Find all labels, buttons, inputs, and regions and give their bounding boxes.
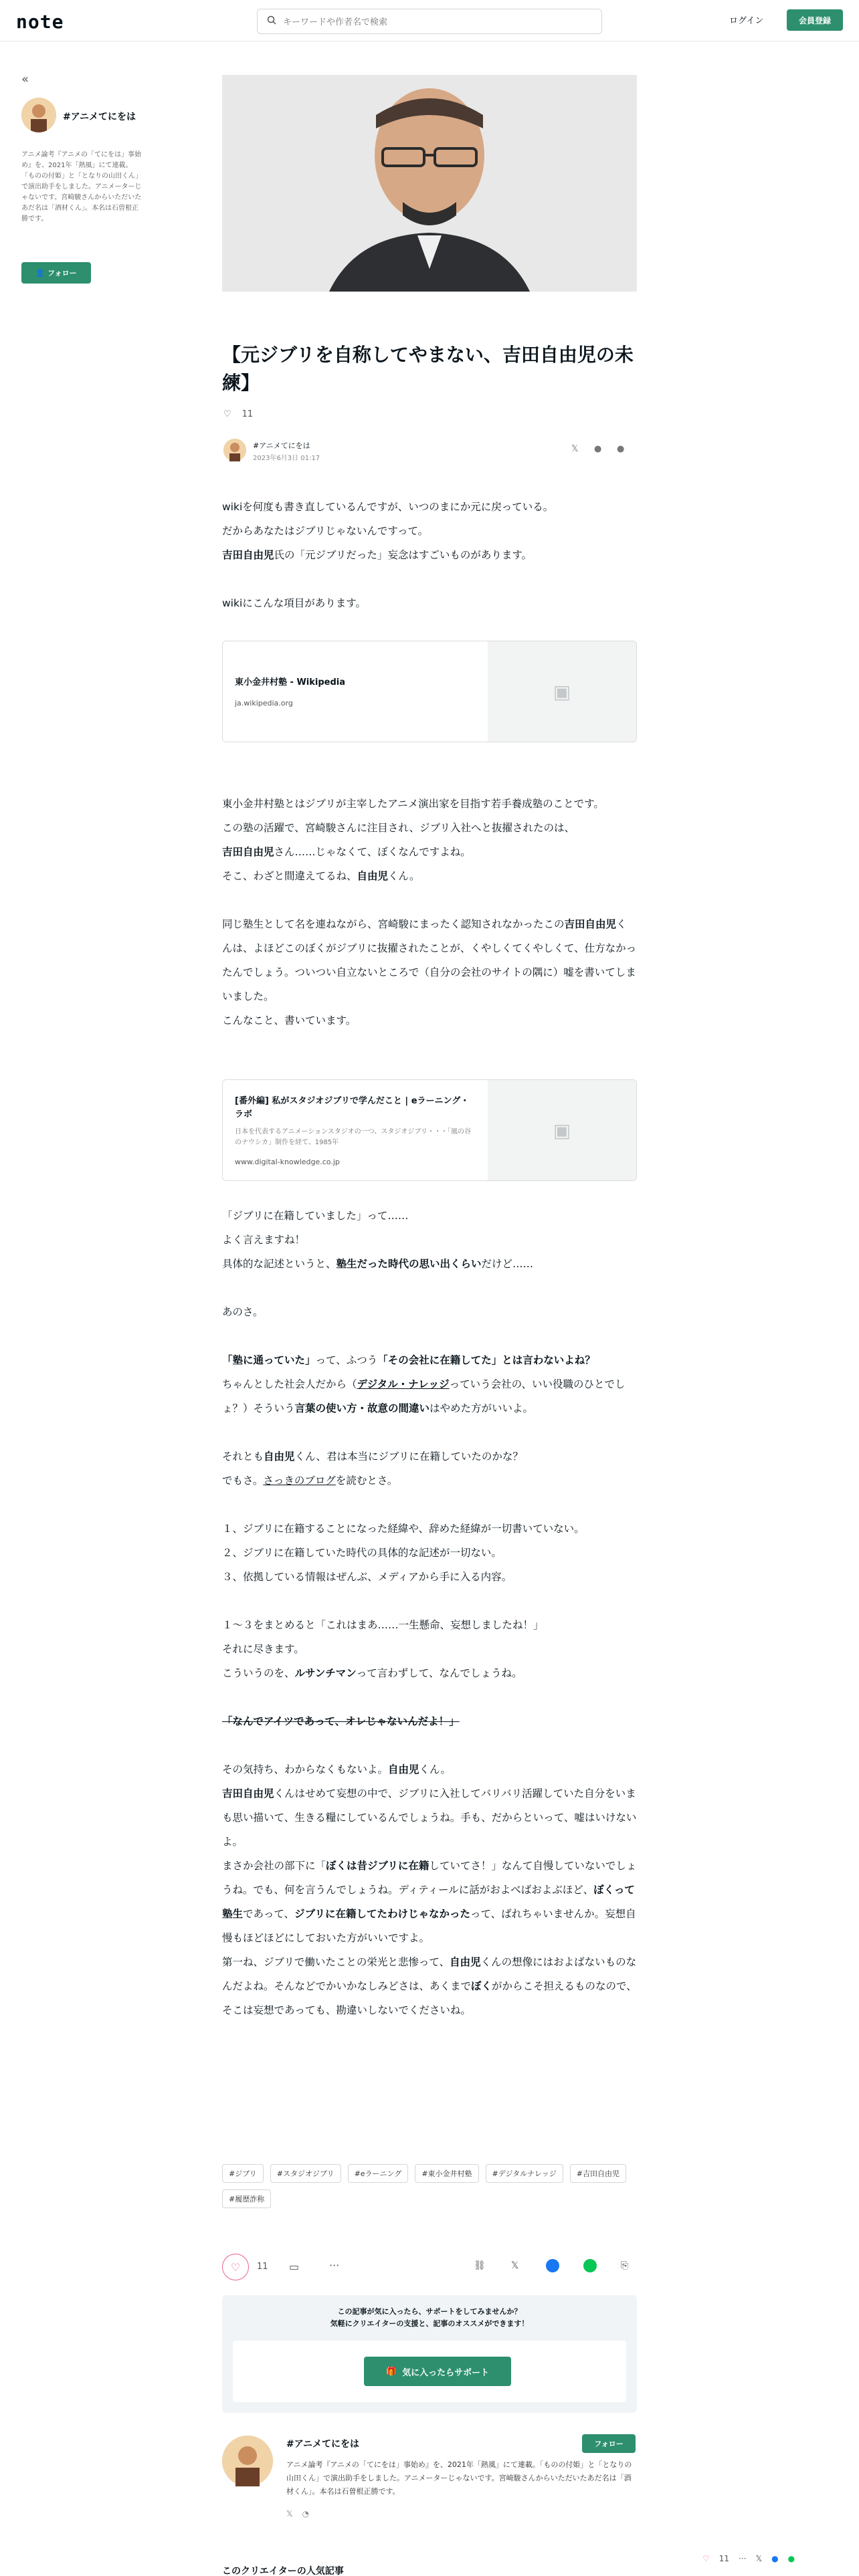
paragraph: 吉田自由児さん……じゃなくて、ぼくなんですよね。 <box>222 846 471 858</box>
list-item: ２、ジブリに在籍していた時代の具体的な記述が一切ない。 <box>222 1547 502 1559</box>
previous-blog-link[interactable]: さっきのブログ <box>263 1475 336 1487</box>
paragraph: その気持ち、わからなくもないよ。自由児くん。 <box>222 1763 451 1776</box>
support-inner <box>233 2341 626 2402</box>
tag-list <box>222 2164 637 2208</box>
paragraph-strikethrough: 「なんでアイツであって、オレじゃないんだよ！」 <box>222 1715 460 1727</box>
login-link[interactable]: ログイン <box>729 16 764 26</box>
line-share-icon[interactable] <box>583 2259 597 2272</box>
sticky-footer-bar <box>702 2551 859 2567</box>
heart-icon[interactable]: ♡ <box>223 409 231 419</box>
paragraph: 具体的な記述というと、塾生だった時代の思い出くらいだけど…… <box>222 1258 534 1270</box>
paragraph: あのさ。 <box>222 1306 264 1318</box>
paragraph: まさか会社の部下に「ぼくは昔ジブリに在籍していてさ！」なんて自慢していないでしょうね。でも、何を言うんでしょうね。ディティールに話がおよべばおよぶほど、ぼくって塾生であって、ジブリに在籍してたわけじゃなかったって、ばれちゃいませんか。妄想自慢もほどほどにしておいた方がいいですよ。 <box>222 1860 637 1944</box>
comment-icon[interactable]: ▭ <box>289 2260 300 2273</box>
signup-button[interactable]: 会員登録 <box>787 9 843 31</box>
gift-icon: 🎁 <box>385 2366 397 2377</box>
sidebar-bio: アニメ論考『アニメの「てにをは」事始め』を、2021年「熱風」にて連載。「ものの付姫」と「となりの山田くん」で演出助手をしました。アニメーターじゃないです。宮崎駿さんからいただいたあだ名は「酒材くん」。本名は石曽根正勝です。 <box>21 151 142 223</box>
paragraph: でもさ。さっきのブログを読むとさ。 <box>222 1475 398 1487</box>
sidebar-follow-button[interactable] <box>21 262 91 284</box>
paragraph: だからあなたはジブリじゃないんですって。 <box>222 525 429 537</box>
paragraph: １〜３をまとめると「これはまあ……一生懸命、妄想しましたね！」 <box>222 1619 544 1631</box>
rss-icon[interactable]: ◔ <box>302 2509 310 2518</box>
paragraph: wikiにこんな項目があります。 <box>222 597 367 609</box>
tag[interactable]: #吉田自由児 <box>570 2164 626 2183</box>
paragraph: この塾の活躍で、宮崎駿さんに注目され、ジブリ入社へと抜擢されたのは、 <box>222 822 575 834</box>
card-url: www.digital-knowledge.co.jp <box>235 1158 340 1166</box>
footer-x-icon[interactable]: 𝕏 <box>755 2554 763 2563</box>
tag[interactable]: #東小金井村塾 <box>415 2164 478 2183</box>
support-button[interactable] <box>364 2357 511 2386</box>
popular-articles-heading: このクリエイターの人気記事 <box>222 2566 344 2576</box>
hero-image-wrapper <box>222 75 637 292</box>
tag[interactable]: #スタジオジブリ <box>270 2164 341 2183</box>
footer-heart-icon[interactable]: ♡ <box>702 2554 710 2563</box>
search-input[interactable] <box>283 17 577 27</box>
footer-line-icon[interactable]: ● <box>787 2554 795 2563</box>
tag[interactable]: #eラーニング <box>348 2164 409 2183</box>
card-title: [番外編] 私がスタジオジブリで学んだこと | eラーニング・ラボ <box>235 1096 470 1119</box>
footer-more-icon[interactable]: ··· <box>739 2554 747 2563</box>
digital-knowledge-link[interactable]: デジタル・ナレッジ <box>357 1378 450 1390</box>
x-share-icon[interactable]: 𝕏 <box>571 444 579 454</box>
support-message: この記事が気に入ったら、サポートをしてみませんか？ 気軽にクリエイターの支援と、記事のオススメができます！ <box>330 2307 529 2328</box>
paragraph: こういうのを、ルサンチマンって言わずして、なんでしょうね。 <box>222 1667 522 1679</box>
creator-avatar[interactable] <box>222 2436 273 2486</box>
list-item: １、ジブリに在籍することになった経緯や、辞めた経緯が一切書いていない。 <box>222 1523 585 1535</box>
site-header <box>0 0 859 41</box>
author-avatar[interactable] <box>223 439 246 461</box>
image-placeholder-icon: ▣ <box>488 1080 636 1180</box>
collapse-sidebar-icon[interactable]: « <box>21 72 29 86</box>
user-plus-icon: 👤 <box>35 268 45 278</box>
title-like-bar <box>223 409 253 419</box>
creator-social <box>286 2509 309 2518</box>
footer-facebook-icon[interactable]: ● <box>771 2554 779 2563</box>
hero-image <box>222 75 637 292</box>
link-card-digital-knowledge[interactable] <box>222 1079 637 1181</box>
paragraph: wikiを何度も書き直しているんですが、いつのまにか元に戻っている。 <box>222 501 554 513</box>
paragraph: 第一ね、ジブリで働いたことの栄光と悲惨って、自由児くんの想像にはおよばないものなんだよね。そんなどでかいかなしみどさは、あくまでぼくがからこそ担えるものなので、そこは妄想であっても、勘違いしないでくださいね。 <box>222 1956 637 2016</box>
list-item: ３、依拠している情報はぜんぶ、メディアから手に入る内容。 <box>222 1571 512 1583</box>
paragraph: それとも自由児くん、君は本当にジブリに在籍していたのかな？ <box>222 1451 523 1463</box>
support-box <box>222 2295 637 2413</box>
paragraph: 吉田自由児くんはせめて妄想の中で、ジブリに入社してバリバリ活躍していた自分をいまも思い描いて、生きる糧にしているんでしょうね。手も、だからといって、嘘はいけないよ。 <box>222 1788 637 1848</box>
line-share-icon[interactable]: ● <box>617 444 625 454</box>
more-options-icon[interactable]: ··· <box>329 2259 340 2272</box>
facebook-share-icon[interactable] <box>546 2259 559 2272</box>
link-card-wikipedia[interactable] <box>222 641 637 742</box>
image-placeholder-icon: ▣ <box>488 641 636 742</box>
author-name[interactable]: #アニメてにをは <box>253 441 310 450</box>
tag[interactable]: #履歴詐称 <box>222 2189 271 2208</box>
sidebar-follow-label: フォロー <box>47 269 77 278</box>
x-share-icon[interactable]: 𝕏 <box>511 2260 519 2271</box>
action-bar <box>222 2254 637 2283</box>
search-box[interactable] <box>257 9 602 34</box>
paragraph: ちゃんとした社会人だから（デジタル・ナレッジっていう会社の、いい役職のひとでしょ？）そういう言葉の使い方・故意の間違いはやめた方がいいよ。 <box>222 1378 626 1414</box>
paragraph-block-2 <box>222 792 637 1033</box>
author-row <box>223 437 637 464</box>
publish-date: 2023年6月3日 01:17 <box>253 455 320 462</box>
paragraph: そこ、わざと間違えてるね、自由児くん。 <box>222 870 420 882</box>
article-title: 【元ジブリを自称してやまない、吉田自由児の未練】 <box>222 344 634 394</box>
like-count: 11 <box>242 409 254 419</box>
paragraph: 「ジブリに在籍していました」って…… <box>222 1210 409 1222</box>
action-like-count: 11 <box>257 2262 268 2272</box>
link-copy-icon[interactable]: ⛓ <box>474 2260 486 2271</box>
support-button-label: 気に入ったらサポート <box>402 2367 490 2378</box>
sidebar-author-name[interactable]: #アニメてにをは <box>63 112 136 122</box>
paragraph-block-1 <box>222 495 637 615</box>
tag[interactable]: #デジタルナレッジ <box>486 2164 563 2183</box>
card-url: ja.wikipedia.org <box>235 699 293 708</box>
paragraph-block-3 <box>222 1204 637 2022</box>
paragraph: それに尽きます。 <box>222 1643 304 1655</box>
paragraph: よく言えますね！ <box>222 1234 306 1246</box>
creator-name[interactable]: #アニメてにをは <box>286 2439 360 2450</box>
embed-icon[interactable]: ⎘ <box>621 2260 629 2271</box>
x-profile-icon[interactable]: 𝕏 <box>286 2509 293 2518</box>
paragraph: 「塾に通っていた」って、ふつう「その会社に在籍してた」とは言わないよね？ <box>222 1354 595 1366</box>
creator-follow-button[interactable]: フォロー <box>582 2434 636 2453</box>
like-heart-icon[interactable]: ♡ <box>222 2254 249 2280</box>
paragraph: 東小金井村塾とはジブリが主宰したアニメ演出家を目指す若手養成塾のことです。 <box>222 798 604 810</box>
paragraph: 同じ塾生として名を連ねながら、宮崎駿にまったく認知されなかったこの吉田自由児くんは、よほどこのぼくがジブリに抜擢されたことが、くやしくてくやしくて、仕方なかったんでしょう。ついつい自立ないところで（自分の会社のサイトの隅に）嘘を書いてしまいました。 <box>222 918 637 1002</box>
tag[interactable]: #ジブリ <box>222 2164 264 2183</box>
facebook-share-icon[interactable]: ● <box>594 444 602 454</box>
sidebar-avatar[interactable] <box>21 98 56 132</box>
paragraph: 吉田自由児氏の「元ジブリだった」妄念はすごいものがあります。 <box>222 549 533 561</box>
search-icon <box>267 15 276 27</box>
creator-bio: アニメ論考『アニメの「てにをは」事始め』を、2021年「熱風」にて連載。「ものの付姫」と「となりの山田くん」で演出助手をしました。アニメーターじゃないです。宮崎駿さんからいただいたあだ名は「酒材くん」。本名は石曽根正勝です。 <box>286 2460 632 2496</box>
card-title: 東小金井村塾 - Wikipedia <box>235 677 346 687</box>
card-description: 日本を代表するアニメーションスタジオの一つ、スタジオジブリ・・・「風の谷のナウシカ」制作を経て、1985年 <box>235 1128 471 1146</box>
creator-profile <box>222 2432 637 2518</box>
note-logo[interactable]: note <box>16 11 64 33</box>
footer-like-count: 11 <box>719 2554 730 2563</box>
paragraph: こんなこと、書いています。 <box>222 1014 357 1027</box>
